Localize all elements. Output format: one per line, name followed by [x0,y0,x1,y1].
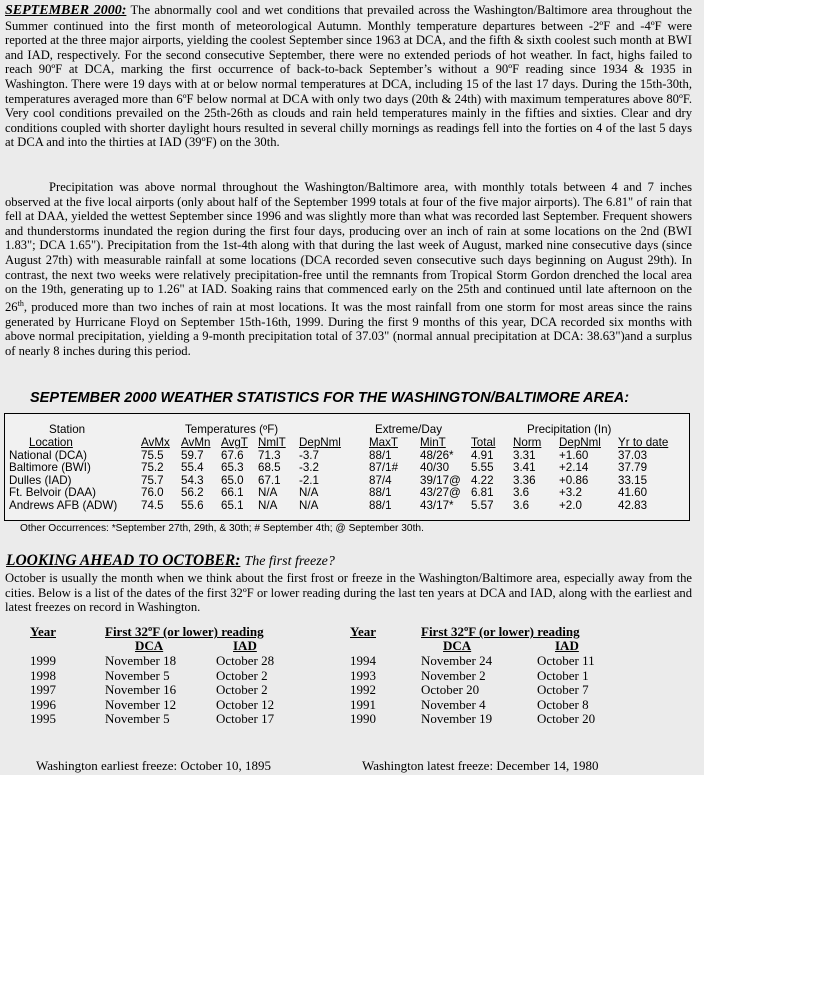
freeze-dca-date: November 19 [421,711,493,727]
freeze-year: 1997 [30,682,56,698]
stats-col-header: Norm [513,436,542,449]
stats-cell: +1.60 [559,449,589,462]
stats-cell: 33.15 [618,473,648,487]
station-name: National (DCA) [9,449,87,462]
stats-cell: 76.0 [141,486,164,500]
station-name: Dulles (IAD) [9,473,72,487]
freeze-dca-date: October 20 [421,682,480,698]
stats-cell: 3.41 [513,461,536,475]
dca-header: DCA [443,638,472,653]
stats-cell: 55.4 [181,461,204,475]
stats-cell: 5.55 [471,461,494,475]
stats-cell: 75.7 [141,473,164,487]
stats-title: SEPTEMBER 2000 WEATHER STATISTICS FOR THE WASHINGTON/BALTIMORE AREA: [30,390,630,406]
stats-cell: +0.86 [559,473,589,487]
freeze-year: 1996 [30,696,56,712]
stats-cell: 4.91 [471,449,494,462]
outlook-heading [6,552,335,570]
stats-cell: 41.60 [618,486,648,500]
stats-cell: 40/30 [420,461,450,475]
stats-cell: 43/17* [420,498,454,512]
stats-cell: 39/17@ [420,473,461,487]
stats-cell: -3.7 [299,449,319,462]
freeze-dca-date: November 16 [105,682,177,698]
precip-text-b: , produced more than two inches of rain at most locations. It was the most rainfall from one storm for most areas since the rains generated by Hurricane Floyd on September 15th-16th, 1999. During the first 9 months of this year, DCA recorded six months with above normal precipitation, yielding a 9-month precipitation total of 37.03" (normal annual precipitation at DCA: 38.63")and a surplus of nearly 8 inches during this period. [5,299,692,358]
stats-cell: +2.0 [559,498,582,512]
stats-cell: N/A [258,486,278,500]
stats-cell: +3.2 [559,486,582,500]
year-header: Year [30,624,56,639]
stats-cell: 3.36 [513,473,536,487]
september-summary-paragraph [5,3,692,150]
stats-col-header: Total [471,436,496,449]
freeze-dca-date: November 5 [105,711,170,727]
reading-header: First 32ºF (or lower) reading [421,624,580,639]
year-header: Year [350,624,376,639]
stats-cell: 75.2 [141,461,164,475]
stats-col-header: NmlT [258,436,286,449]
stats-cell: 42.83 [618,498,648,512]
freeze-iad-date: October 20 [537,711,596,727]
stats-cell: 59.7 [181,449,204,462]
stats-cell: 87/1# [369,461,399,475]
freeze-iad-date: October 28 [216,653,275,668]
stats-col-header: Location [29,436,73,449]
stats-cell: 6.81 [471,486,494,500]
stats-footnote: Other Occurrences: *September 27th, 29th, & 30th; # September 4th; @ September 30th. [20,523,424,534]
stats-cell: 54.3 [181,473,204,487]
stats-col-header: AvMx [141,436,170,449]
stats-cell: 55.6 [181,498,204,512]
stats-cell: -3.2 [299,461,319,475]
freeze-year: 1992 [350,682,376,698]
stats-cell: 71.3 [258,449,281,462]
stats-cell: 3.6 [513,498,530,512]
precip-text-a: Precipitation was above normal throughout the Washington/Baltimore area, with monthly totals between 4 and 7 inches observed at the five local airports (only about half of the September 1999 totals at four of the five major airports). The 6.81" of rain that fell at DAA, yielded the wettest September since 1996 and was slightly more than what was recorded last September. Frequent showers and thunderstorms inundated the region during the first four days, producing over an inch of rain at some locations on the 2nd (BWI 1.83"; DCA 1.65"). Precipitation from the 1st-4th along with that during the last week of August, marked nine consecutive days (since August 27th) with measurable rainfall at some locations (DCA recorded seven consecutive such days beginning on August 29th). In contrast, the next two weeks were relatively precipitation-free until the remnants from Tropical Storm Gordon drenched the local area on the 19th, generating up to 1.26" at IAD. Soaking rains that commenced early on the 25th and continued until late afternoon on the 26 [5,180,692,314]
stats-cell: -2.1 [299,473,319,487]
freeze-iad-date: October 12 [216,696,275,712]
stats-cell: 37.79 [618,461,648,475]
extreme-group-header: Extreme/Day [375,423,443,436]
precip-superscript: th [17,298,24,308]
freeze-year: 1991 [350,696,376,712]
freeze-dca-date: November 5 [105,667,170,683]
stats-cell: 66.1 [221,486,244,500]
stats-col-header: DepNml [299,436,341,449]
station-name: Baltimore (BWI) [9,461,91,475]
stats-cell: 68.5 [258,461,281,475]
stats-cell: 87/4 [369,473,392,487]
freeze-dca-date: November 12 [105,696,177,712]
stats-cell: 5.57 [471,498,494,512]
stats-cell: 3.31 [513,449,536,462]
stats-cell: 37.03 [618,449,648,462]
freeze-year: 1995 [30,711,56,727]
outlook-title: LOOKING AHEAD TO OCTOBER: [6,552,241,569]
stats-cell: 65.0 [221,473,244,487]
temps-group-header: Temperatures (ºF) [185,423,279,436]
stats-col-header: AvgT [221,436,248,449]
dca-header: DCA [135,638,164,653]
stats-col-header: MaxT [369,436,398,449]
freeze-year: 1994 [350,653,376,668]
stats-cell: 48/26* [420,449,454,462]
stats-col-header: DepNml [559,436,601,449]
stats-cell: 4.22 [471,473,494,487]
stats-col-header: MinT [420,436,446,449]
freeze-year: 1998 [30,667,56,683]
freeze-dca-date: November 24 [421,653,493,668]
precipitation-paragraph [5,180,692,358]
stats-cell: 56.2 [181,486,204,500]
stats-cell: 88/1 [369,486,392,500]
stats-cell: 74.5 [141,498,164,512]
freeze-iad-date: October 8 [537,696,589,712]
stats-cell: 67.6 [221,449,244,462]
station-name: Andrews AFB (ADW) [9,498,118,512]
freeze-iad-date: October 7 [537,682,589,698]
freeze-iad-date: October 1 [537,667,589,683]
earliest-freeze: Washington earliest freeze: October 10, 1895 [36,758,272,773]
stats-cell: N/A [299,498,319,512]
freeze-dca-date: November 2 [421,667,486,683]
stats-cell: 88/1 [369,449,392,462]
stats-cell: N/A [258,498,278,512]
freeze-year: 1990 [350,711,376,727]
iad-header: IAD [233,638,257,653]
reading-header: First 32ºF (or lower) reading [105,624,264,639]
stats-cell: 88/1 [369,498,392,512]
latest-freeze: Washington latest freeze: December 14, 1980 [362,758,599,773]
stats-col-header: Yr to date [618,436,669,449]
stats-cell: N/A [299,486,319,500]
stats-cell: +2.14 [559,461,589,475]
freeze-iad-date: October 2 [216,667,268,683]
stats-cell: 43/27@ [420,486,461,500]
station-name: Ft. Belvoir (DAA) [9,486,96,500]
freeze-year: 1999 [30,653,56,668]
station-group-header: Station [49,423,86,436]
summary-text: The abnormally cool and wet conditions that prevailed across the Washington/Baltimore area throughout the Summer continued into the first month of meteorological Autumn. Monthly temperature departures between -2ºF and -4ºF were reported at the three major airports, yielding the coolest September since 1963 at DCA, and the fifth & sixth coolest such month at BWI and IAD, respectively. For the second consecutive September, there were no extended periods of hot weather. In fact, highs failed to reach 90ºF at DCA, marking the first occurrence of back-to-back September’s without a 90ºF reading since 1934 & 1935 in Washington. There were 19 days with at or below normal temperatures at DCA, including 15 of the last 17 days. During the 15th-30th, temperatures averaged more than 6ºF below normal at DCA with only two days (20th & 24th) with maximum temperatures above 80ºF. Very cool conditions prevailed on the 25th-26th as clouds and rain held temperatures mainly in the fifties and sixties. Clear and dry conditions coupled with shorter daylight hours resulted in several chilly mornings as readings fell into the forties on 4 of the last 5 days at DCA and into the thirties at IAD (39ºF) on the 30th. [5,3,692,150]
precip-group-header: Precipitation (In) [527,423,612,436]
iad-header: IAD [555,638,579,653]
freeze-dca-date: November 4 [421,696,486,712]
stats-col-header: AvMn [181,436,211,449]
summary-lead: SEPTEMBER 2000: [5,3,127,18]
freeze-dca-date: November 18 [105,653,177,668]
outlook-subtitle: The first freeze? [244,554,335,569]
stats-table [4,413,690,521]
stats-cell: 67.1 [258,473,281,487]
outlook-paragraph: October is usually the month when we think about the first frost or freeze in the Washington/Baltimore area, especially away from the cities. Below is a list of the dates of the first 32ºF or lower reading during the last ten years at DCA and IAD, along with the earliest and latest freezes on record in Washington. [5,571,692,615]
stats-cell: 3.6 [513,486,530,500]
freeze-iad-date: October 2 [216,682,268,698]
freeze-year: 1993 [350,667,376,683]
stats-cell: 65.3 [221,461,244,475]
freeze-iad-date: October 11 [537,653,595,668]
stats-cell: 65.1 [221,498,244,512]
stats-cell: 75.5 [141,449,164,462]
freeze-iad-date: October 17 [216,711,275,727]
